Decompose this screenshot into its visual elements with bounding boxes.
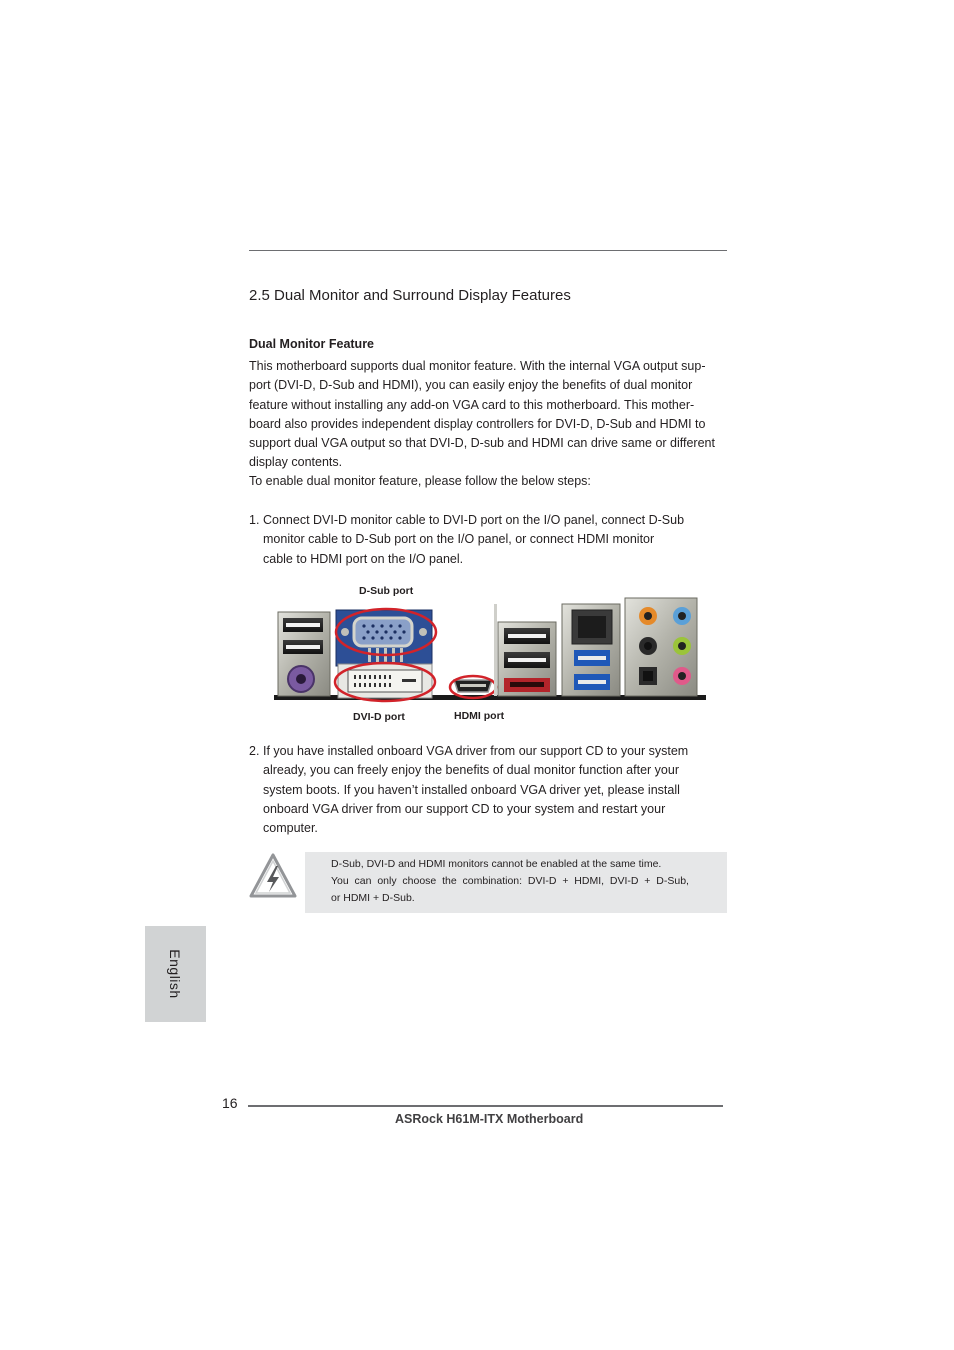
step-line: cable to HDMI port on the I/O panel.	[263, 551, 464, 566]
footer-divider	[248, 1105, 723, 1107]
note-line: You can only choose the combination: DVI-D + HDMI, DVI-D + D-Sub,	[331, 875, 689, 887]
step-line: onboard VGA driver from our support CD to your system and restart your	[263, 801, 666, 816]
step-line: monitor cable to D-Sub port on the I/O panel, or connect HDMI monitor	[263, 532, 655, 547]
step-line: If you have installed onboard VGA driver from our support CD to your system	[263, 744, 689, 758]
note-line: D-Sub, DVI-D and HDMI monitors cannot be enabled at the same time.	[331, 858, 662, 870]
intro-paragraph	[249, 357, 727, 473]
footer-title: ASRock H61M-ITX Motherboard	[395, 1112, 584, 1126]
sub-heading: Dual Monitor Feature	[249, 337, 375, 351]
top-divider	[249, 250, 727, 251]
audio-jack-panel	[625, 598, 697, 696]
io-panel-photo	[272, 596, 708, 704]
note-line: or HDMI + D-Sub.	[331, 892, 415, 904]
section-title: 2.5 Dual Monitor and Surround Display Features	[249, 287, 571, 304]
step-line: computer.	[263, 821, 318, 836]
step-number: 2.	[249, 744, 260, 758]
ps2-usb-stack	[278, 612, 330, 696]
warning-icon	[248, 852, 298, 900]
step-line: already, you can freely enjoy the benefits of dual monitor function after your	[263, 763, 679, 778]
dvid-connector	[338, 664, 432, 698]
hdmi-port-label: HDMI port	[454, 710, 505, 722]
step-line: system boots. If you haven’t installed onboard VGA driver yet, please install	[263, 782, 680, 797]
note-text	[331, 856, 689, 907]
hdmi-connector	[454, 680, 492, 692]
dsub-connector	[336, 610, 432, 666]
step-line: Connect DVI-D monitor cable to DVI-D port on the I/O panel, connect D-Sub	[263, 513, 685, 527]
intro-line: feature without installing any add-on VGA card to this motherboard. This mother-	[249, 397, 695, 412]
language-tab-label: English	[167, 949, 183, 999]
intro-line: display contents.	[249, 455, 343, 470]
page-number: 16	[222, 1095, 238, 1111]
dvid-port-label: DVI-D port	[353, 711, 405, 723]
step-number: 1.	[249, 513, 260, 527]
lan-usb3-stack	[562, 604, 620, 696]
dsub-port-label: D-Sub port	[359, 585, 414, 597]
intro-line: board also provides independent display controllers for DVI-D, D-Sub and HDMI to	[249, 416, 706, 431]
steps-lead: To enable dual monitor feature, please follow the below steps:	[249, 474, 591, 488]
usb-esata-stack	[498, 622, 556, 696]
intro-line: port (DVI-D, D-Sub and HDMI), you can easily enjoy the benefits of dual monitor	[249, 378, 693, 393]
intro-line: This motherboard supports dual monitor feature. With the internal VGA output sup-	[249, 359, 706, 373]
intro-line: support dual VGA output so that DVI-D, D-sub and HDMI can drive same or different	[249, 436, 715, 451]
